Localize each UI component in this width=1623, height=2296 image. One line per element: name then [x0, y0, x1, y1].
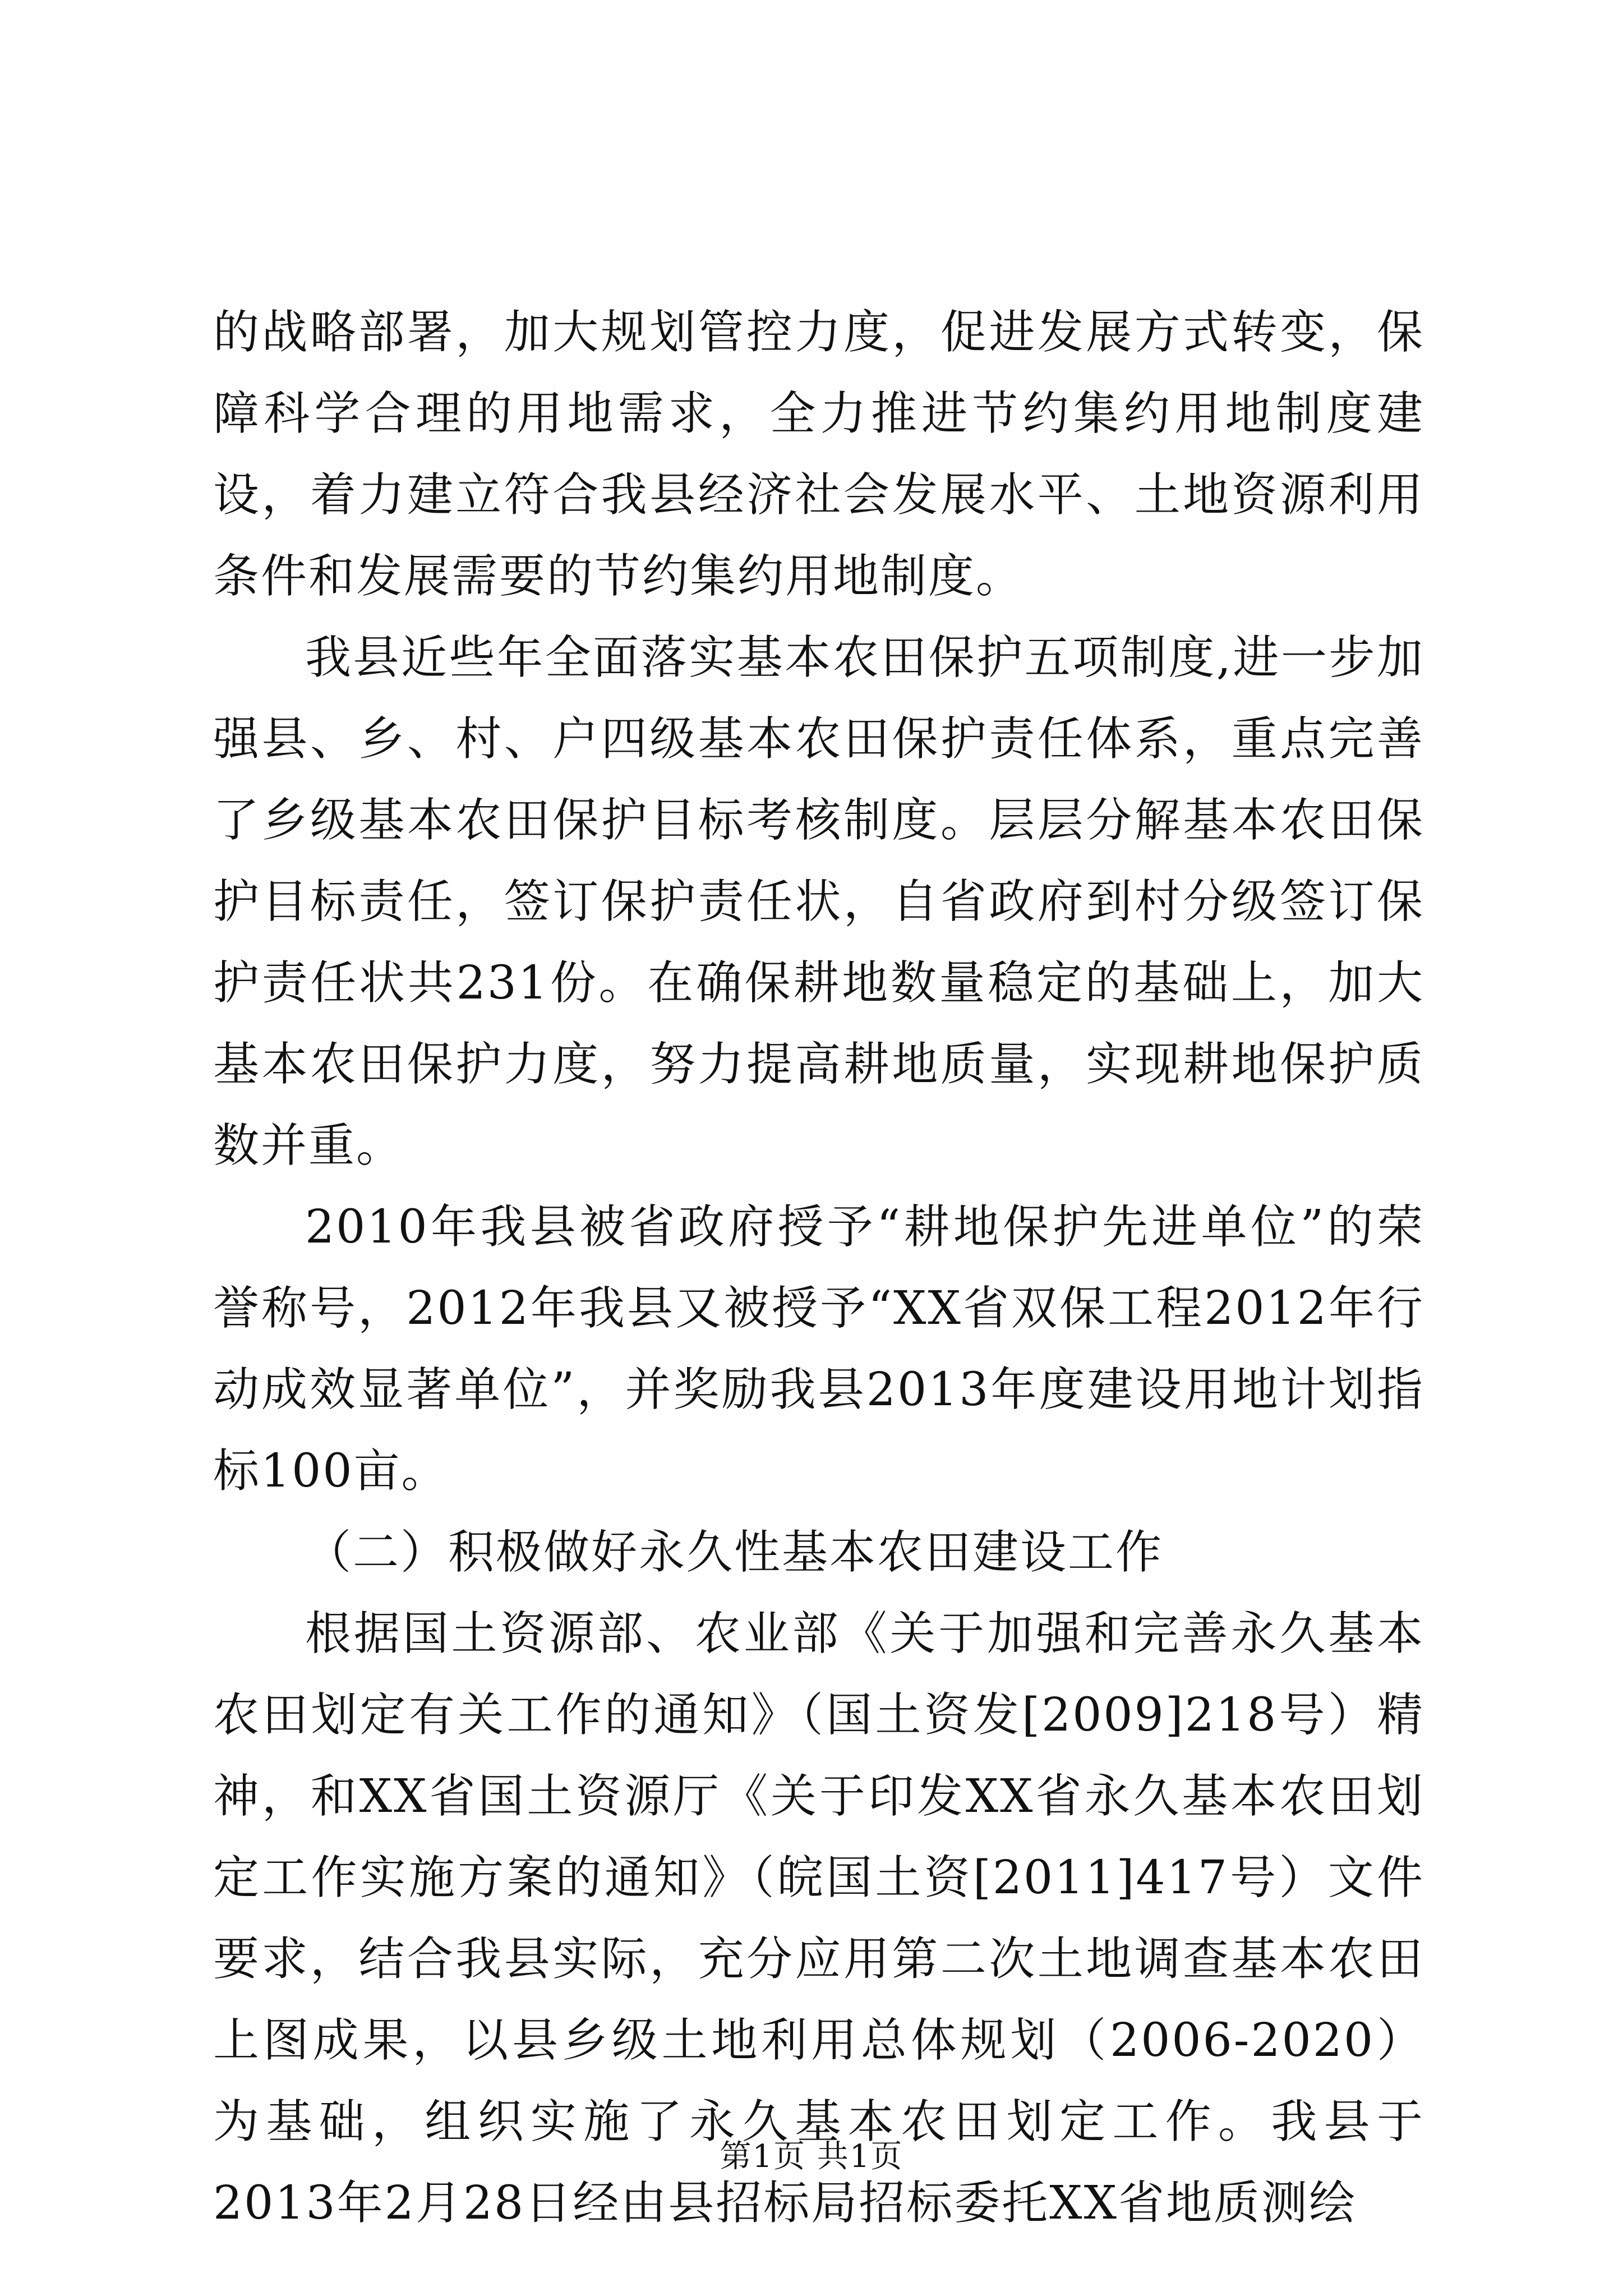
paragraph-awards: 2010年我县被省政府授予“耕地保护先进单位”的荣誉称号，2012年我县又被授予“XX省双保工程2012年行动成效显著单位”，并奖励我县2013年度建设用地计划指标100亩。	[213, 1200, 1424, 1498]
paragraph-farmland-protection: 我县近些年全面落实基本农田保护五项制度,进一步加强县、乡、村、户四级基本农田保护责任体系，重点完善了乡级基本农田保护目标考核制度。层层分解基本农田保护目标责任，签订保护责任状，自省政府到村分级签订保护责任状共231份。在确保耕地数量稳定的基础上，加大基本农田保护力度，努力提高耕地质量，实现耕地保护质数并重。	[213, 631, 1424, 1172]
page-footer: 第1页 共1页	[720, 2138, 903, 2175]
section-heading: （二）积极做好永久性基本农田建设工作	[305, 1526, 1164, 1579]
document-body	[213, 292, 1424, 2244]
paragraph-permanent-farmland: 根据国土资源部、农业部《关于加强和完善永久基本农田划定有关工作的通知》（国土资发[2009]218号）精神，和XX省国土资源厅《关于印发XX省永久基本农田划定工作实施方案的通知》（皖国土资[2011]417号）文件要求，结合我县实际，充分应用第二次土地调查基本农田上图成果，以县乡级土地利用总体规划（2006-2020）为基础，组织实施了永久基本农田划定工作。我县于2013年2月28日经由县招标局招标委托XX省地质测绘	[213, 1607, 1424, 2230]
paragraph-continuation: 的战略部署，加大规划管控力度，促进发展方式转变，保障科学合理的用地需求，全力推进节约集约用地制度建设，着力建立符合我县经济社会发展水平、土地资源利用条件和发展需要的节约集约用地制度。	[213, 306, 1424, 603]
